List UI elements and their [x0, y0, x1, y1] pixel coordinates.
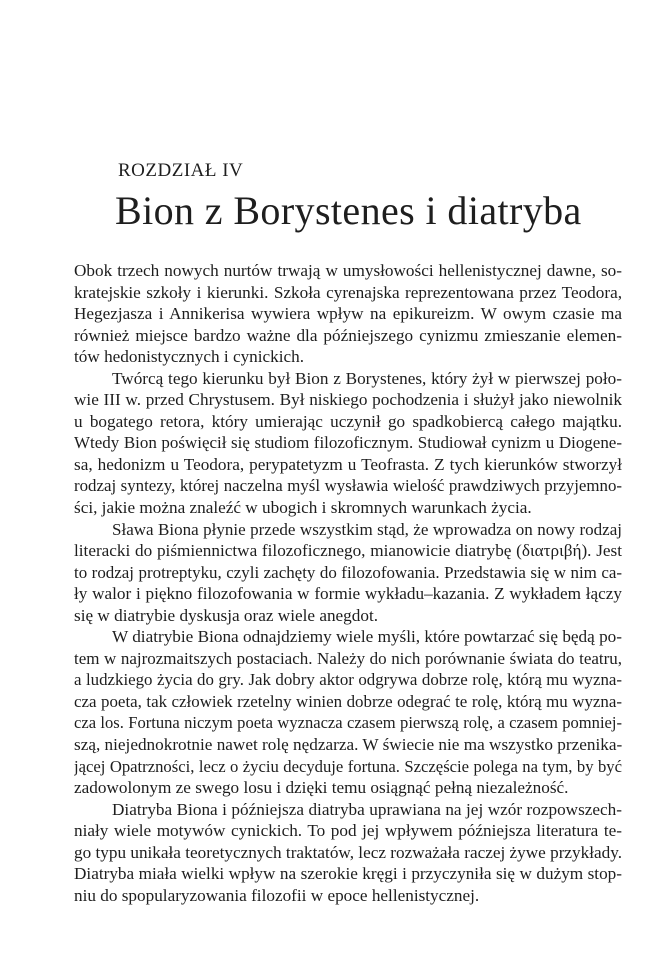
text-line: rodzaj syntezy, której naczelna myśl wysławia wielość prawdziwych przyjemno-: [74, 476, 622, 496]
text-line: go typu unikała teoretycznych traktatów, lecz rozważała raczej żywe przykłady.: [74, 842, 622, 862]
text-line: niały wiele motywów cynickich. To pod jej wpływem późniejsza literatura te-: [74, 821, 622, 841]
text-line: tów hedonistycznych i cynickich.: [74, 347, 305, 367]
text-line: wie III w. przed Chrystusem. Był niskiego pochodzenia i służył jako niewolnik: [74, 390, 622, 410]
text-line: literacki do piśmiennictwa filozoficznego, mianowicie diatrybę (διατριβή). Jest: [74, 541, 622, 561]
text-line: jącej Opatrzności, lecz o życiu decyduje fortuna. Szczęście polega na tym, by być: [74, 756, 622, 776]
text-line: a ludzkiego życia do gry. Jak dobry aktor odgrywa dobrze rolę, którą mu wyzna-: [74, 670, 622, 690]
chapter-title: Bion z Borystenes i diatryba: [115, 188, 582, 233]
paragraph: [74, 519, 622, 627]
text-line: sa, hedonizm u Teodora, perypatetyzm u Teofrasta. Z tych kierunków stworzył: [74, 454, 622, 474]
text-line: Diatryba miała wielki wpływ na szerokie kręgi i przyczyniła się w dużym stop-: [74, 864, 622, 884]
text-line: tem w najrozmaitszych postaciach. Należy do nich porównanie świata do teatru,: [74, 648, 622, 668]
text-line: W diatrybie Biona odnajdziemy wiele myśli, które powtarzać się będą po-: [112, 627, 622, 647]
text-line: się w diatrybie dyskusja oraz wiele anegdot.: [74, 605, 379, 625]
text-line: niu do spopularyzowania filozofii w epoce hellenistycznej.: [74, 885, 480, 905]
paragraph: [74, 368, 622, 519]
text-line: Twórcą tego kierunku był Bion z Borystenes, który żył w pierwszej poło-: [112, 368, 622, 388]
paragraph: [74, 260, 622, 368]
text-line: ści, jakie można znaleźć w ubogich i skromnych warunkach życia.: [74, 498, 532, 518]
text-line: szą, niejednokrotnie nawet rolę nędzarza. W świecie nie ma wszystko przenika-: [74, 735, 622, 755]
text-line: to rodzaj protreptyku, czyli zachęty do filozofowania. Przedstawia się w nim ca-: [74, 562, 622, 582]
paragraph: [74, 799, 622, 907]
text-line: Wtedy Bion poświęcił się studiom filozoficznym. Studiował cynizm u Diogene-: [74, 433, 622, 453]
text-line: cza poeta, tak człowiek rzetelny winien dobrze odegrać te rolę, którą mu wyzna-: [74, 691, 622, 711]
text-line: ły walor i piękno filozofowania w formie wykładu–kazania. Z wykładem łączy: [74, 584, 622, 604]
text-line: również miejsce bardzo ważne dla późniejszego cynizmu zmieszanie elemen-: [74, 325, 622, 345]
text-line: Diatryba Biona i późniejsza diatryba uprawiana na jej wzór rozpowszech-: [112, 799, 622, 819]
text-line: Sława Biona płynie przede wszystkim stąd, że wprowadza on nowy rodzaj: [112, 519, 622, 539]
text-line: u bogatego retora, który umierając uczynił go spadkobiercą całego majątku.: [74, 411, 622, 431]
text-line: kratejskie szkoły i kierunki. Szkoła cyrenajska reprezentowana przez Teodora,: [74, 282, 622, 302]
text-line: zadowolonym ze swego losu i dzięki temu osiągnąć pełną niezależność.: [74, 778, 569, 798]
text-line: cza los. Fortuna niczym poeta wyznacza czasem pierwszą rolę, a czasem pomniej-: [74, 713, 622, 733]
text-line: Obok trzech nowych nurtów trwają w umysłowości hellenistycznej dawne, so-: [74, 261, 622, 280]
paragraph: [74, 626, 622, 798]
chapter-label: ROZDZIAŁ IV: [118, 160, 244, 181]
body-text: [74, 260, 622, 906]
text-line: Hegezjasza i Annikerisa wywiera wpływ na epikureizm. W owym czasie ma: [74, 304, 622, 324]
